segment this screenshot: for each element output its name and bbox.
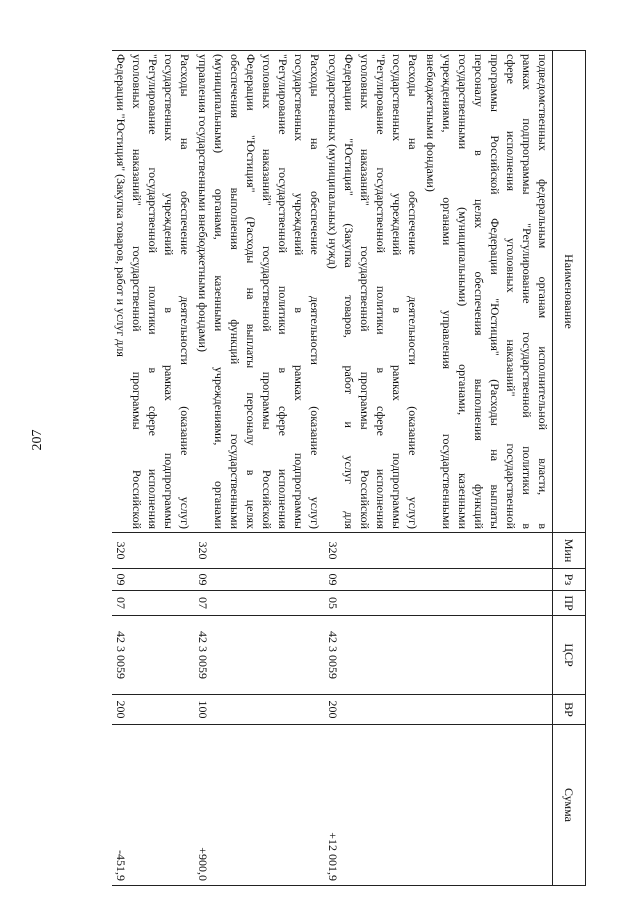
table-header-row — [553, 51, 586, 886]
row-name-line: государственных учреждений в рамках подпрограммы — [162, 54, 176, 529]
budget-table-sheet — [72, 50, 586, 885]
row-name-line: Расходы на обеспечение деятельности (оказание услуг) — [406, 54, 420, 529]
row-name-line: учреждениями, органами управления государственными — [440, 54, 454, 529]
row-name-line: государственных учреждений в рамках подпрограммы — [390, 54, 404, 529]
row-name — [194, 51, 324, 533]
row-name-line: (муниципальными) органами, казенными учреждениями, органами — [212, 54, 226, 529]
row-name-line: уголовных наказаний" государственной программы Российской — [358, 54, 372, 529]
row-name-line: Федерации "Юстиция" (Закупка товаров, работ и услуг для — [114, 54, 128, 357]
row-name-line: управления государственными внебюджетными фондами) — [196, 54, 210, 352]
row-name-line: "Регулирование государственной политики в сфере исполнения — [276, 54, 290, 529]
table-row — [324, 51, 422, 886]
row-sum: -451,9 — [112, 725, 194, 886]
row-name — [422, 51, 553, 533]
row-min: 320 — [112, 533, 194, 569]
table-row — [422, 51, 553, 886]
row-name-line: "Регулирование государственной политики в сфере исполнения — [146, 54, 160, 529]
row-vr — [422, 695, 553, 725]
row-rz: 09 — [112, 569, 194, 591]
row-min — [422, 533, 553, 569]
row-vr: 100 — [194, 695, 324, 725]
row-name-line: программы Российской Федерации "Юстиция" (Расходы на выплаты — [488, 54, 502, 529]
row-rz — [422, 569, 553, 591]
header-vr: ВР — [553, 695, 586, 725]
row-name-line: Расходы на обеспечение деятельности (оказание услуг) — [308, 54, 322, 529]
row-csr: 42 3 0059 — [324, 616, 422, 695]
row-name-line: персоналу в целях обеспечения выполнения функций — [472, 54, 486, 529]
row-sum — [422, 725, 553, 886]
row-name — [324, 51, 422, 533]
row-name-line: Федерации "Юстиция" (Расходы на выплаты персоналу в целях — [244, 54, 258, 529]
row-name-line: Расходы на обеспечение деятельности (оказание услуг) — [178, 54, 192, 529]
row-rz: 09 — [194, 569, 324, 591]
row-name-line: уголовных наказаний" государственной программы Российской — [130, 54, 144, 529]
row-pr — [422, 591, 553, 616]
table-row — [194, 51, 324, 886]
header-name: Наименование — [553, 51, 586, 533]
row-name-line: государственными (муниципальными) органами, казенными — [456, 54, 470, 529]
page-number: 207 — [30, 429, 45, 451]
row-pr: 07 — [112, 591, 194, 616]
header-sum: Сумма — [553, 725, 586, 886]
row-name-line: обеспечения выполнения функций государственными — [228, 54, 242, 529]
header-csr: ЦСР — [553, 616, 586, 695]
row-name-line: рамках подпрограммы "Регулирование государственной политики в — [520, 54, 534, 529]
row-pr: 07 — [194, 591, 324, 616]
row-name-line: государственных учреждений в рамках подпрограммы — [292, 54, 306, 529]
row-csr: 42 3 0059 — [112, 616, 194, 695]
row-vr: 200 — [324, 695, 422, 725]
row-csr: 42 3 0059 — [194, 616, 324, 695]
header-rz: Рз — [553, 569, 586, 591]
row-name-line: внебюджетными фондами) — [424, 54, 438, 192]
row-vr: 200 — [112, 695, 194, 725]
row-sum: +900,0 — [194, 725, 324, 886]
row-sum: +12 001,9 — [324, 725, 422, 886]
row-name-line: сфере исполнения уголовных наказаний" государственной — [504, 54, 518, 529]
row-name-line: Федерации "Юстиция" (Закупка товаров, работ и услуг для — [342, 54, 356, 529]
row-csr — [422, 616, 553, 695]
row-rz: 09 — [324, 569, 422, 591]
row-pr: 05 — [324, 591, 422, 616]
header-min: Мин — [553, 533, 586, 569]
budget-table — [112, 50, 586, 886]
row-min: 320 — [194, 533, 324, 569]
row-name-line: государственных (муниципальных) нужд) — [326, 54, 340, 269]
row-name-line: "Регулирование государственной политики в сфере исполнения — [374, 54, 388, 529]
header-pr: ПР — [553, 591, 586, 616]
table-row — [112, 51, 194, 886]
row-name — [112, 51, 194, 533]
row-name-line: уголовных наказаний" государственной программы Российской — [260, 54, 274, 529]
row-min: 320 — [324, 533, 422, 569]
row-name-line: подведомственных федеральным органам исполнительной власти, в — [536, 54, 550, 529]
